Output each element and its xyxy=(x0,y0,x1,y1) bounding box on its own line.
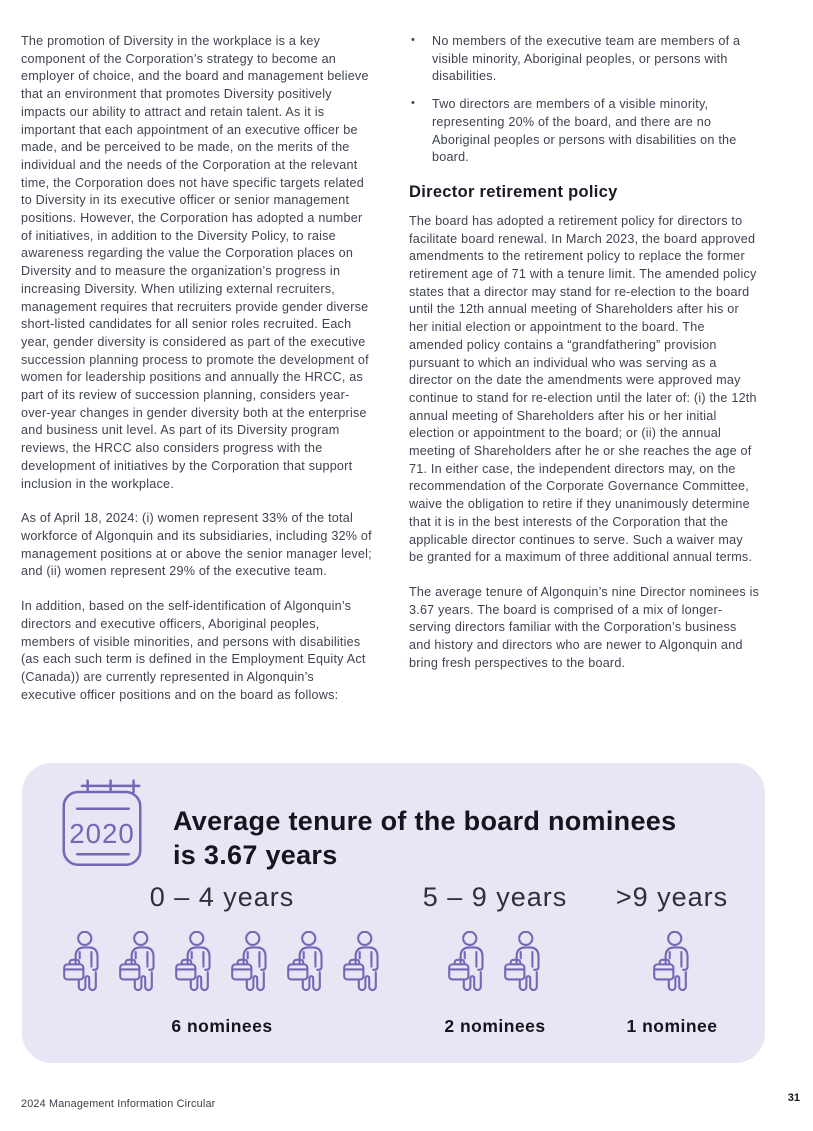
group-icons xyxy=(592,929,752,995)
group-count: 1 nominee xyxy=(626,1016,718,1036)
person-briefcase-icon xyxy=(341,931,383,995)
infographic-title xyxy=(173,804,676,872)
group-label: >9 years xyxy=(615,882,729,912)
body-paragraph: The promotion of Diversity in the workplace is a key component of the Corporation’s strategy to become an employer of choice, and the board and management believe that an environment that promotes Diversity positively impacts our ability to attract and retain talent. As it is important that each appointment of an executive officer be made, and be perceived to be made, on the merits of the individual and the needs of the Corporation at the relevant time, the Corporation does not have specific targets related to Diversity in its executive officer or senior management positions. However, the Corporation has adopted a number of initiatives, in addition to the Diversity Policy, to raise awareness regarding the value the Corporation places on Diversity and to measure the organization’s progress in increasing Diversity. When utilizing external recruiters, management requires that recruiters provide gender diverse short-listed candidates for all senior roles recruited. Each year, gender diversity is considered as part of the executive succession planning process to promote the development of women for leadership positions and annually the HRCC, as part of its review of succession planning, considers year-over-year changes in gender diversity both at the enterprise and business unit level. As part of its Diversity program reviews, the HRCC also considers progress with the development of initiatives by the Corporation that support inclusion in the workplace. xyxy=(21,34,369,491)
section-heading: Director retirement policy xyxy=(409,182,618,201)
body-paragraph: In addition, based on the self-identification of Algonquin’s directors and executive officers, Aboriginal peoples, members of visible minorities, and persons with disabilities (as each such term is defined in the Employment Equity Act (Canada)) are currently represented in Algonquin’s executive officer positions and on the board as follows: xyxy=(21,599,366,702)
right-column xyxy=(409,33,760,721)
tenure-group-over-9 xyxy=(592,881,752,1037)
footer-text: 2024 Management Information Circular xyxy=(21,1098,216,1110)
person-briefcase-icon xyxy=(651,931,693,995)
body-paragraph: As of April 18, 2024: (i) women represent 33% of the total workforce of Algonquin and its subsidiaries, including 32% of management positions at or above the senior manager level; and (ii) women represent 29% of the executive team. xyxy=(21,511,372,579)
calendar-year-label: 2020 xyxy=(69,818,135,850)
group-count: 6 nominees xyxy=(171,1016,273,1036)
left-column xyxy=(21,33,372,721)
tenure-group-0-4 xyxy=(47,881,397,1037)
person-briefcase-icon xyxy=(502,931,544,995)
bullet-item xyxy=(409,96,760,167)
person-briefcase-icon xyxy=(446,931,488,995)
body-paragraph: The average tenure of Algonquin’s nine Director nominees is 3.67 years. The board is comprised of a mix of longer-serving directors familiar with the Corporation’s business and history and directors who are newer to Algonquin and bring fresh perspectives to the board. xyxy=(409,584,760,670)
person-briefcase-icon xyxy=(117,931,159,995)
person-briefcase-icon xyxy=(285,931,327,995)
bullet-text: No members of the executive team are members of a visible minority, Aboriginal peoples, or persons with disabilities. xyxy=(432,34,741,84)
bullet-item xyxy=(409,33,760,86)
person-briefcase-icon xyxy=(173,931,215,995)
calendar-icon xyxy=(58,779,146,873)
person-briefcase-icon xyxy=(61,931,103,995)
tenure-group-5-9 xyxy=(410,881,580,1037)
person-briefcase-icon xyxy=(229,931,271,995)
text-columns xyxy=(21,33,760,721)
group-count: 2 nominees xyxy=(444,1016,546,1036)
group-icons xyxy=(410,929,580,995)
bullet-marker: • xyxy=(411,34,415,46)
group-label: 5 – 9 years xyxy=(422,882,568,912)
bullet-text: Two directors are members of a visible minority, representing 20% of the board, and there are no Aboriginal peoples or persons with disabilities on the board. xyxy=(432,97,737,165)
page-number: 31 xyxy=(787,1092,800,1104)
bullet-marker: • xyxy=(411,97,415,110)
body-paragraph: The board has adopted a retirement policy for directors to facilitate board renewal. In March 2023, the board approved amendments to the retirement policy to replace the former retirement age of 71 with a tenure limit. The amended policy states that a director may stand for re-election to the board until the 12th annual meeting of Shareholders after his or her initial election or appointment to the board. The amended policy contains a “grandfathering” provision pursuant to which an individual who was serving as a director on the date the amendments were approved may continue to stand for re-election until the later of: (i) the 12th annual meeting of Shareholders after his or her initial election or appointment to the board; or (ii) the annual meeting of Shareholders after he or she reaches the age of 71. In either case, the independent directors may, on the recommendation of the Corporate Governance Committee, waive the obligation to retire if they unanimously determine that it is in the best interests of the Corporation that the applicable director continues to serve. Such a waiver may be granted for a maximum of three additional annual terms. xyxy=(409,213,757,565)
infographic-panel xyxy=(22,763,765,1063)
group-icons xyxy=(47,929,397,995)
infographic-title-line2: is 3.67 years xyxy=(173,840,338,870)
infographic-title-line1: Average tenure of the board nominees xyxy=(173,806,677,836)
group-label: 0 – 4 years xyxy=(149,882,295,912)
